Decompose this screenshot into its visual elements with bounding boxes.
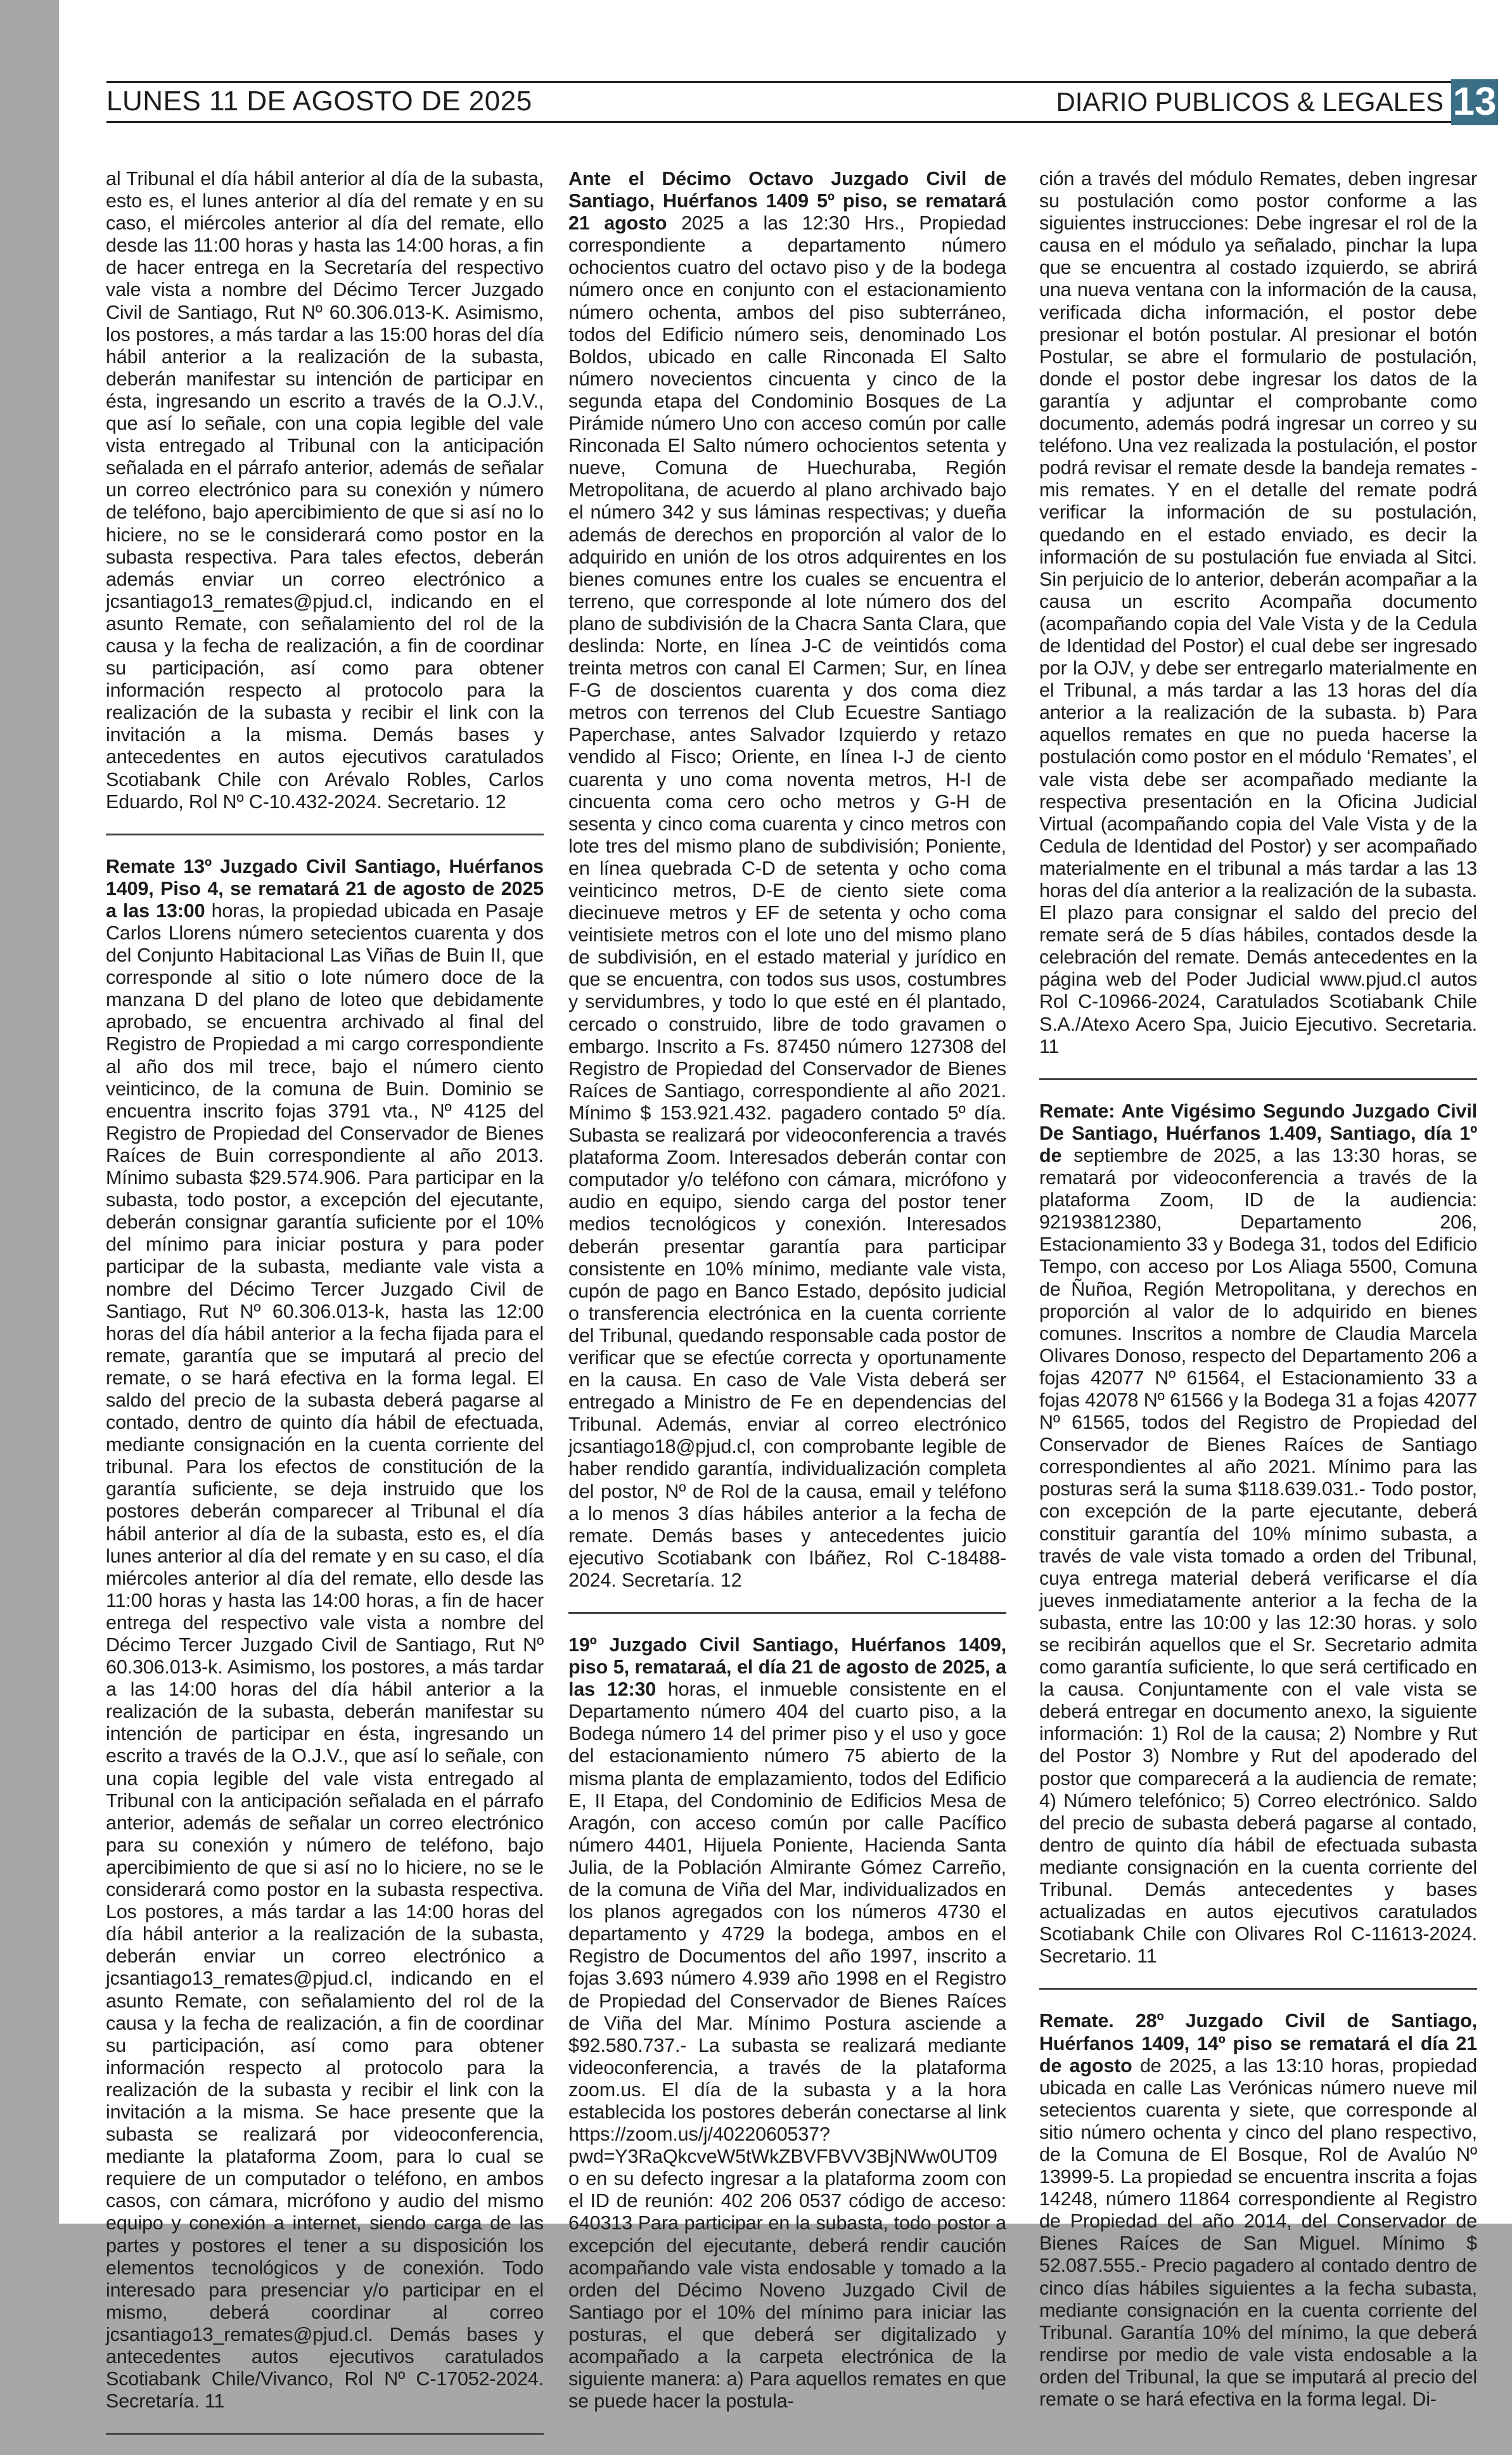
issue-date: LUNES 11 DE AGOSTO DE 2025 [106,86,532,117]
page-header [106,81,1498,123]
notice: Remate 13º Juzgado Civil Santiago, Huérfanos 1409, Piso 4, se rematará 21 de agosto de 2025 a las 13:00 horas, la propiedad ubicada en Pasaje Carlos Llorens número setecientos cuarenta y dos del Conjunto Habitacional Las Viñas de Buin II, que corresponde al sitio o lote número doce de la manzana D del plano de loteo que debidamente aprobado, se encuentra archivado al final del Registro de Propiedad a mi cargo correspondiente al año dos mil trece, bajo el número ciento veinticinco, de la comuna de Buin. Dominio se encuentra inscrito fojas 3791 vta., Nº 4125 del Registro de Propiedad del Conservador de Bienes Raíces de Buin correspondiente al año 2013. Mínimo subasta $29.574.906. Para participar en la subasta, todo postor, a excepción del ejecutante, deberán consignar garantía suficiente por el 10% del mínimo para iniciar postura y para poder participar de la subasta, mediante vale vista a nombre del Décimo Tercer Juzgado Civil de Santiago, Rut Nº 60.306.013-k, hasta las 12:00 horas del día hábil anterior a la fecha fijada para el remate, garantía que se imputará al precio del remate, o se hará efectiva en la forma legal. El saldo del precio de la subasta deberá pagarse al contado, dentro de quinto día hábil de efectuada, mediante consignación en la cuenta corriente del tribunal. Para los efectos de constitución de la garantía suficiente, se deja instruido que los postores deberán comparecer al Tribunal el día hábil anterior al día de la subasta, esto es, el día lunes anterior al día del remate y en su caso, el día miércoles anterior al día del remate, ello desde las 11:00 horas y hasta las 14:00 horas, a fin de hacer entrega del respectivo vale vista a nombre del Décimo Tercer Juzgado Civil de Santiago, Rut Nº 60.306.013-k. Asimismo, los postores, a más tardar a las 14:00 horas del día hábil anterior a la realización de la subasta, deberán manifestar su intención de participar en ésta, ingresando un escrito a través de la O.J.V., que así lo señale, con una copia legible del vale vista entregado al Tribunal con la anticipación señalada en el párrafo anterior, además de señalar un correo electrónico para su conexión y número de teléfono, bajo apercibimiento de que si así no lo hiciere, no se le considerará como postor en la subasta respectiva. Los postores, a más tardar a las 14:00 horas del día hábil anterior a la realización de la subasta, deberán enviar un correo electrónico a jcsantiago13_remates@pjud.cl, indicando en el asunto Remate, con señalamiento del rol de la causa y la fecha de realización, a fin de coordinar su participación, así como para obtener información respecto al protocolo para la realización de la subasta y recibir el link con la invitación a la misma. Se hace presente que la subasta se realizará por videoconferencia, mediante la plataforma Zoom, para lo cual se requiere de un computador o teléfono, en ambos casos, con cámara, micrófono y audio del mismo equipo y conexión a internet, siendo carga de las partes y postores el tener a su disposición los elementos tecnológicos y de conexión. Todo interesado para presenciar y/o participar en el mismo, deberá coordinar al correo jcsantiago13_remates@pjud.cl. Demás bases y antecedentes autos ejecutivos caratulados Scotiabank Chile/Vivanco, Rol Nº C-17052-2024. Secretaría. 11 [106,855,544,2413]
notice-continued: ción a través del módulo Remates, deben ingresar su postulación como postor conforme a las siguientes instrucciones: Debe ingresar el rol de la causa en el módulo ya señalado, pinchar la lupa que se encuentra al costado izquierdo, se abrirá una nueva ventana con la información de la causa, verificada dicha información, el postor debe presionar el botón postular. Al presionar el botón Postular, se abre el formulario de postulación, donde el postor debe ingresar los datos de la garantía y adjuntar el comprobante como documento, además podrá ingresar un correo y su teléfono. Una vez realizada la postulación, el postor podrá revisar el remate desde la bandeja remates - mis remates. Y en el detalle del remate podrá verificar la información de su postulación, quedando en el estado enviado, es decir la información de su postulación fue enviada al Sitci. Sin perjuicio de lo anterior, deberán acompañar a la causa un escrito Acompaña documento (acompañando copia del Vale Vista y de la Cedula de Identidad del Postor) el cual debe ser ingresado por la OJV, y debe ser entregarlo materialmente en el Tribunal, a más tardar a las 13 horas del día anterior a la realización de la subasta. b) Para aquellos remates en que no pueda hacerse la postulación como postor en el módulo ‘Remates’, el vale vista debe ser acompañado mediante la respectiva presentación en la Oficina Judicial Virtual (acompañando copia del Vale Vista y de la Cedula de Identidad del Postor) y ser acompañado materialmente en el tribunal a más tardar a las 13 horas del día anterior a la realización de la subasta. El plazo para consignar el saldo del precio del remate será de 5 días hábiles, contados desde la celebración del remate. Demás antecedentes en la página web del Poder Judicial www.pjud.cl autos Rol C-10966-2024, Caratulados Scotiabank Chile S.A./Atexo Acero Spa, Juicio Ejecutivo. Secretaria. 11 [1039,168,1477,1057]
column-2 [568,168,1006,2433]
column-1 [106,168,544,2455]
notice-continued: al Tribunal el día hábil anterior al día de la subasta, esto es, el lunes anterior al día del remate y en su caso, el miércoles anterior al día del remate, ello desde las 11:00 horas y hasta las 14:00 horas, a fin de hacer entrega en la Secretaría del respectivo vale vista a nombre del Décimo Tercer Juzgado Civil de Santiago, Rut Nº 60.306.013-K. Asimismo, los postores, a más tardar a las 15:00 horas del día hábil anterior a la realización de la subasta, deberán manifestar su intención de participar en ésta, ingresando un escrito a través de la O.J.V., que así lo señale, con una copia legible del vale vista entregado al Tribunal con la anticipación señalada en el párrafo anterior, además de señalar un correo electrónico para su conexión y número de teléfono, bajo apercibimiento de que si así no lo hiciere, no se le considerará como postor en la subasta respectiva. Para tales efectos, deberán además enviar un correo electrónico a jcsantiago13_remates@pjud.cl, indicando en el asunto Remate, con señalamiento del rol de la causa y la fecha de realización, a fin de coordinar su participación, así como para obtener información respecto al protocolo para la realización de la subasta y recibir el link con la invitación a la misma. Demás bases y antecedentes en autos ejecutivos caratulados Scotiabank Chile con Arévalo Robles, Carlos Eduardo, Rol Nº C-10.432-2024. Secretario. 12 [106,168,544,813]
column-3 [1039,168,1477,2431]
notice: 19º Juzgado Civil Santiago, Huérfanos 1409, piso 5, remataraá, el día 21 de agosto de 2025, a las 12:30 horas, el inmueble consistente en el Departamento número 404 del cuarto piso, a la Bodega número 14 del primer piso y el uso y goce del estacionamiento número 75 abierto de la misma planta de emplazamiento, todos del Edificio E, II Etapa, del Condominio de Edificios Mesa de Aragón, con acceso común por calle Pacífico número 4401, Hijuela Poniente, Hacienda Santa Julia, de la Población Almirante Gómez Carreño, de la comuna de Viña del Mar, individualizados en los planos agregados con los números 4730 el departamento y 4729 la bodega, ambos en el Registro de Documentos del año 1997, inscrito a fojas 3.693 número 4.939 año 1998 en el Registro de Propiedad del Conservador de Bienes Raíces de Viña del Mar. Mínimo Postura asciende a $92.580.737.- La subasta se realizará mediante videoconferencia, a través de la plataforma zoom.us. El día de la subasta y a la hora establecida los postores deberán conectarse al link https://zoom.us/j/4022060537?pwd=Y3RaQkcveW5tWkZBVFBVV3BjNWw0UT09 o en su defecto ingresar a la plataforma zoom con el ID de reunión: 402 206 0537 código de acceso: 640313 Para participar en la subasta, todo postor a excepción del ejecutante, deberá rendir caución acompañando vale vista endosable y tomado a la orden del Décimo Noveno Juzgado Civil de Santiago por el 10% del mínimo para iniciar las posturas, el que deberá ser digitalizado y acompañado a la carpeta electrónica de la siguiente manera: a) Para aquellos remates en que se puede hacer la postula- [568,1634,1006,2413]
notice-divider [568,1612,1006,1614]
notice-divider [106,2433,544,2435]
notice-divider [1039,1078,1477,1080]
page-number-badge: 13 [1451,79,1498,125]
notice-divider [106,834,544,835]
notice-divider [1039,1988,1477,1990]
notice: Remate. 28º Juzgado Civil de Santiago, Huérfanos 1409, 14º piso se rematará el día 21 de agosto de 2025, a las 13:10 horas, propiedad ubicada en calle Las Verónicas número nueve mil setecientos cuarenta y siete, que corresponde al sitio número ochenta y cinco del plano respectivo, de la Comuna de El Bosque, Rol de Avalúo Nº 13999-5. La propiedad se encuentra inscrita a fojas 14248, número 11864 correspondiente al Registro de Propiedad del año 2014, del Conservador de Bienes Raíces de San Miguel. Mínimo $ 52.087.555.- Precio pagadero al contado dentro de cinco días hábiles siguientes a la fecha subasta, mediante consignación en la cuenta corriente del Tribunal. Garantía 10% del mínimo, la que deberá rendirse por medio de vale vista endosable a la orden del Tribunal, la que se imputará al precio del remate o se hará efectiva en la forma legal. Di- [1039,2010,1477,2410]
publication-name: DIARIO PUBLICOS & LEGALES [1056,87,1444,117]
notice: Remate: Ante Vigésimo Segundo Juzgado Civil De Santiago, Huérfanos 1.409, Santiago, día 1º de septiembre de 2025, a las 13:30 horas, se rematará por videoconferencia a través de la plataforma Zoom, ID de la audiencia: 92193812380, Departamento 206, Estacionamiento 33 y Bodega 31, todos del Edificio Tempo, con acceso por Los Aliaga 5500, Comuna de Ñuñoa, Región Metropolitana, y derechos en proporción al valor de lo adquirido en bienes comunes. Inscritos a nombre de Claudia Marcela Olivares Donoso, respecto del Departamento 206 a fojas 42077 Nº 61564, el Estacionamiento 33 a fojas 42078 Nº 61566 y la Bodega 31 a fojas 42077 Nº 61565, todos del Registro de Propiedad del Conservador de Bienes Raíces de Santiago correspondientes al año 2021. Mínimo para las posturas será la suma $118.639.031.- Todo postor, con excepción de la parte ejecutante, deberá constituir garantía del 10% mínimo subasta, a través de vale vista tomado a orden del Tribunal, cuya entrega material deberá verificarse el día jueves inmediatamente anterior a la fecha de la subasta, entre las 10:00 y las 12:30 horas. y solo se recibirán aquellos que el Sr. Secretario admita como garantía suficiente, lo que será certificado en la causa. Conjuntamente con el vale vista se deberá entregar en documento anexo, la siguiente información: 1) Rol de la causa; 2) Nombre y Rut del Postor 3) Nombre y Rut del apoderado del postor que comparecerá a la audiencia de remate; 4) Número telefónico; 5) Correo electrónico. Saldo del precio de subasta deberá pagarse al contado, dentro de quinto día hábil de efectuada subasta mediante consignación en la cuenta corriente del Tribunal. Demás antecedentes y bases actualizadas en autos ejecutivos caratulados Scotiabank Chile con Olivares Rol C-11613-2024. Secretario. 11 [1039,1100,1477,1968]
notice: Ante el Décimo Octavo Juzgado Civil de Santiago, Huérfanos 1409 5º piso, se rematará 21 agosto 2025 a las 12:30 Hrs., Propiedad correspondiente a departamento número ochocientos cuatro del octavo piso y de la bodega número once en conjunto con el estacionamiento número ochenta, ambos del piso subterráneo, todos del Edificio número seis, denominado Los Boldos, ubicado en calle Rinconada El Salto número novecientos cincuenta y cinco de la segunda etapa del Condominio Bosques de La Pirámide número Uno con acceso común por calle Rinconada El Salto número ochocientos setenta y nueve, Comuna de Huechuraba, Región Metropolitana, de acuerdo al plano archivado bajo el número 342 y sus láminas respectivas; y dueña además de derechos en proporción al valor de lo adquirido en unión de los otros adquirentes en los bienes comunes entre los cuales se encuentra el terreno, que corresponde al lote número dos del plano de subdivisión de la Chacra Santa Clara, que deslinda: Norte, en línea J-C de veintidós coma treinta metros con canal El Carmen; Sur, en línea F-G de doscientos cuarenta y dos coma diez metros con terrenos del Club Ecuestre Santiago Paperchase, antes Salvador Izquierdo y retazo vendido al Fisco; Oriente, en línea I-J de ciento cuarenta y uno coma noventa metros, H-I de cincuenta coma cero ocho metros y G-H de sesenta y cinco coma cuarenta y cinco metros con lote tres del mismo plano de subdivisión; Poniente, en línea quebrada C-D de setenta y ocho coma veinticinco metros, D-E de ciento siete coma diecinueve metros y EF de setenta y ocho coma veintisiete metros con el lote uno del mismo plano de subdivisión, en el estado material y jurídico en que se encuentra, con todos sus usos, costumbres y servidumbres, y todo lo que esté en él plantado, cercado o construido, libre de todo gravamen o embargo. Inscrito a Fs. 87450 número 127308 del Registro de Propiedad del Conservador de Bienes Raíces de Santiago, correspondiente al año 2021. Mínimo $ 153.921.432. pagadero contado 5º día. Subasta se realizará por videoconferencia a través plataforma Zoom. Interesados deberán contar con computador y/o teléfono con cámara, micrófono y audio en equipo, siendo carga del postor tener medios tecnológicos y conexión. Interesados deberán presentar garantía para participar consistente en 10% mínimo, mediante vale vista, cupón de pago en Banco Estado, depósito judicial o transferencia electrónica en la cuenta corriente del Tribunal, quedando responsable cada postor de verificar que se efectúe correcta y oportunamente en la causa. En caso de Vale Vista deberá ser entregado a Ministro de Fe en dependencias del Tribunal. Además, enviar al correo electrónico jcsantiago18@pjud.cl, con comprobante legible de haber rendido garantía, individualización completa del postor, Nº de Rol de la causa, email y teléfono a lo menos 3 días hábiles anterior a la fecha de remate. Demás bases y antecedentes juicio ejecutivo Scotiabank con Ibáñez, Rol C-18488-2024. Secretaría. 12 [568,168,1006,1591]
